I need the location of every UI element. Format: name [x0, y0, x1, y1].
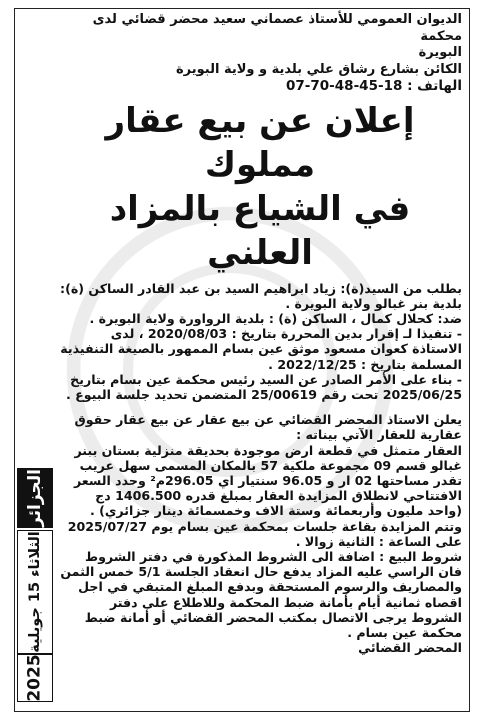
title-line1: إعلان عن بيع عقار مملوك [105, 100, 415, 185]
auction-date-paragraph: وتتم المزايدة بقاعة جلسات بمحكمة عين بسام يوم 2025/07/27 على الساعة : الثانية زوالا . [67, 518, 462, 549]
issue-year: 2025 [25, 654, 46, 702]
notice-title [58, 99, 462, 275]
newspaper-name: الجزائر [25, 469, 46, 527]
requester-paragraph: بطلب من السيد(ة): زياد ابراهيم السيد بن عبد القادر الساكن (ة): بلدية بنر غبالو ولاية البويرة . [60, 280, 462, 311]
execution-paragraph: - تنفيذا لـ إقرار بدين المحررة بتاريخ : 2020/08/03 ، لدى الاستاذة كعوان مسعود موثق عين بسام الممهور بالصيغة التنفيذية المسلمة بتاريخ : 2022/12/25 . [60, 326, 462, 372]
issue-year-box [17, 654, 53, 702]
order-paragraph: - بناء على الأمر الصادر عن السيد رئيس محكمة عين بسام بتاريخ 2025/06/25 تحت رقم 25/00619 المتضمن تحديد جلسة البيوع . [65, 371, 462, 402]
paragraph-gap [58, 402, 462, 412]
defendant-paragraph: ضد: كحلال كمال ، الساكن (ة) : بلدية الرواورة ولاية البويرة . [89, 310, 462, 326]
issue-date-box [17, 530, 53, 654]
notice-header [58, 12, 462, 95]
office-line1: الديوان العمومي للأستاذ عصماني سعيد محضر قضائي لدى محكمة [92, 12, 462, 44]
issue-date: الثلاثاء 15 جويلية [27, 531, 43, 653]
newspaper-sidebar [16, 468, 54, 706]
office-address: الكائن بشارع رشاق علي بلدية و ولاية البويرة [175, 61, 462, 77]
office-phone: الهاتف : 18-45-48-70-07 [285, 78, 462, 94]
notice-body [58, 281, 462, 656]
property-paragraph: العقار متمثل في قطعة ارض موجودة بحديقة منزلية بستان ببنر غبالو قسم 09 مجموعة ملكية 57 بالمكان المسمى سهل عريب تقدر مساحتها 02 ار و 96.05 سنتيار اي 296.05م² وحدد السعر الافتتاحي لانطلاق المزايدة العقار بمبلغ قدره 1406.500 دج (واحد مليون وأربعمائة وستة الاف وخمسمائة دينار جزائري) . [73, 442, 462, 519]
office-line2: البويرة [418, 45, 462, 60]
announcement-paragraph: يعلن الاستاذ المحضر القضائي عن بيع عقار عن بيع عقار حقوق عقارية للعقار الآتي بيناته : [74, 412, 462, 443]
sale-terms-paragraph: شروط البيع : اضافة الى الشروط المذكورة في دفتر الشروط فان الراسي عليه المزاد يدفع حال انعقاد الجلسة 5/1 خمس الثمن والمصاريف والرسوم المستحقة وبدفع المبلغ المتبقي في اجل اقصاه ثمانية أيام بأمانة ضبط المحكمة وللاطلاع على دفتر الشروط يرجى الاتصال بمكتب المحضر القضائي أو أمانة ضبط محكمة عين بسام . [60, 548, 462, 640]
newspaper-name-box [17, 468, 53, 528]
signature: المحضر القضائي [358, 640, 462, 656]
notice-content [58, 12, 462, 655]
title-line2: في الشياع بالمزاد العلني [109, 188, 411, 273]
